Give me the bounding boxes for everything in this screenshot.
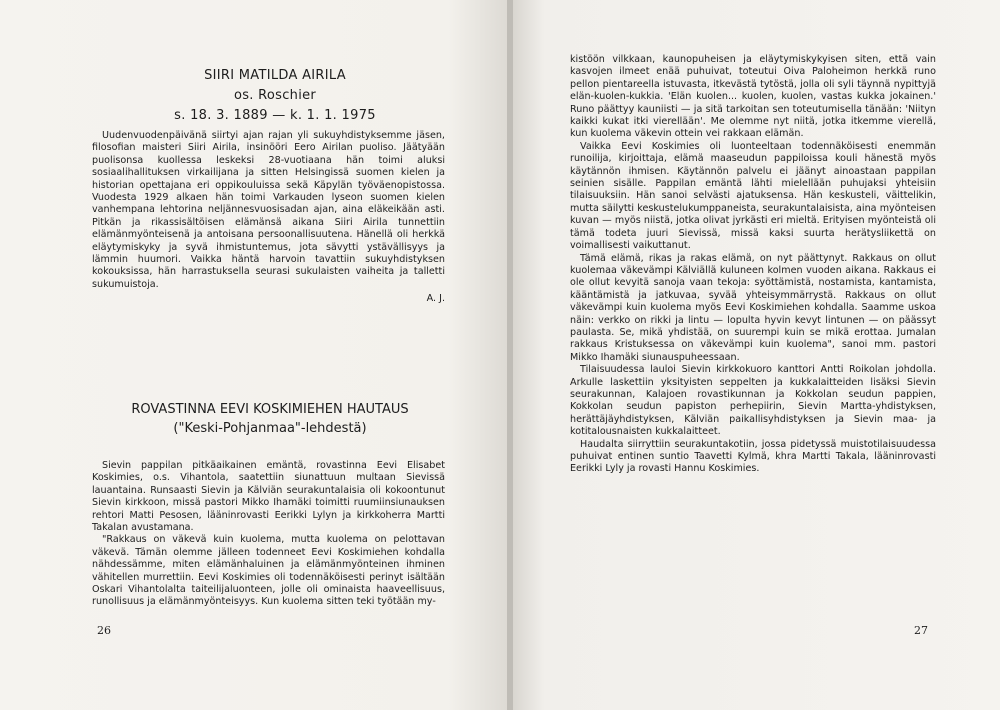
- page-number-right: 27: [914, 624, 928, 637]
- obituary-maiden-name: os. Roschier: [233, 88, 317, 103]
- obituary-heading: [110, 66, 440, 126]
- signature: A. J.: [426, 293, 445, 305]
- article-paragraph: Sievin pappilan pitkäaikainen emäntä, rovastinna Eevi Elisabet Koskimies, o.s. Vihantola, saatettiin siunattuun multaan Sievissä lauantaina. Runsaasti Sievin ja Kälviän seurakuntalaisia oli kokoontunut Sievin kirkkoon, missä pastori Mikko Ihamäki toimitti ruumiinsiunauksen rehtori Matti Pesosen, lääninrovasti Eerikki Lylyn ja kirkkoherra Martti Takalan avustamana.: [92, 460, 445, 534]
- article-paragraph: Haudalta siirryttiin seurakuntakotiin, jossa pidetyssä muistotilaisuudessa puhuivat entinen suntio Taavetti Kylmä, khra Martti Takala, lääninrovasti Eerikki Lyly ja rovasti Hannu Koskimies.: [570, 438, 936, 475]
- article-body-right: [570, 54, 936, 476]
- article-paragraph: Vaikka Eevi Koskimies oli luonteeltaan todennäköisesti enemmän runoilija, kirjoittaja, elämä maaseudun pappiloissa kouli hänestä myös käytännön ihmisen. Käytännön palvelu ei jäänyt ainoastaan pappilan seinien sisälle. Pappilan emäntä lähti mielellään puhujaksi yhteisiin tilaisuuksiin. Hän sanoi selvästi ajatuksensa. Hän keskusteli, väittelikin, mutta säilytti keskustelukumppaneista, seurakuntalaisista, aina myönteisen kuvan — myös niistä, jotka olivat jyrkästi eri mieltä. Erityisen myönteistä oli tämä todeta juuri Sievissä, missä kaksi suurta herätysliikettä on voimallisesti vaikuttanut.: [570, 140, 936, 252]
- right-page: [510, 0, 1000, 710]
- article-paragraph: Tämä elämä, rikas ja rakas elämä, on nyt päättynyt. Rakkaus on ollut kuolemaa väkevämpi Kälviällä kuluneen kolmen vuoden aikana. Rakkaus ei ole ollut kevyitä sanoja vaan tekoja: syöttämistä, nostamista, kantamista, kääntämistä ja jatkuvaa, syvää yhteisymmärrystä. Rakkaus on ollut väkevämpi kuin kuolema myös Eevi Koskimiehen kohdalla. Saamme uskoa näin: verkko on rikki ja lintu — lopulta hyvin kevyt lintunen — on päässyt paulasta. Se, mikä yhdistää, on suurempi kuin se mikä erottaa. Jumalan rakkaus Kristuksessa on väkevämpi kuin kuolema", sanoi mm. pastori Mikko Ihamäki siunauspuheessaan.: [570, 252, 936, 363]
- article-title: ROVASTINNA EEVI KOSKIMIEHEN HAUTAUS: [131, 402, 409, 417]
- article-heading: [70, 400, 470, 438]
- article-body-left: [92, 460, 445, 609]
- obituary-paragraph: Uudenvuodenpäivänä siirtyi ajan rajan yli sukuyhdistyksemme jäsen, filosofian maisteri Siiri Airila, insinööri Eero Airilan puoliso. Jäätyään puolisonsa kuollessa leskeksi 28-vuotiaana hän toimi aluksi sosiaalihallituksen virkailijana ja sitten Helsingissä suomen kielen ja historian opettajana eri oppikouluissa sekä Käpylän työväenopistossa. Vuodesta 1929 alkaen hän toimi Varkauden lyseon suomen kielen vanhempana lehtorina neljännesvuosisadan ajan, aina eläkeikään asti. Pitkän ja rikassisältöisen elämänsä aikana Siiri Airila tunnettiin elämänmyönteisenä ja antoisana persoonallisuutena. Hänellä oli herkkä eläytymiskyky ja syvä ihmistuntemus, jota sävytti ystävällisyys ja lämmin huumori. Vaikka häntä harvoin tavattiin sukuyhdistyksen kokouksissa, hän harrastuksella seurasi sukulaisten vaiheita ja talletti sukumuistoja.: [92, 130, 445, 290]
- page-number-left: 26: [97, 624, 111, 637]
- article-source: ("Keski-Pohjanmaa"-lehdestä): [173, 421, 367, 436]
- article-paragraph: "Rakkaus on väkevä kuin kuolema, mutta kuolema on pelottavan väkevä. Tämän olemme jälleen todenneet Eevi Koskimiehen kohdalla nähdessämme, miten elämänhaluinen ja elämänmyönteinen ihminen vähitellen murrettiin. Eevi Koskimies oli todennäköisesti perinyt isältään Oskari Vihantolalta taiteilijaluonteen, jolle oli ominaista haaveellisuus, runollisuus ja elämänmyönteisyys. Kun kuolema sitten teki työtään my-: [92, 534, 445, 608]
- article-paragraph: kistöön vilkkaan, kaunopuheisen ja eläytymiskykyisen siten, että vain kasvojen ilmeet enää puhuivat, toteutui Oiva Paloheimon herkkä runo pellon pientareella istuvasta, itkevästä tytöstä, jolla oli syli täynnä nypittyjä elän-kuolen-kukkia. 'Elän kuolen... kuolen, kuolen, vastas kukka jokainen.' Runo päättyy kauniisti — ja sitä tarkoitan sen toteutumisella tänään: 'Niityn kaikki kukat itki vierellään'. Me olemme nyt niitä, jotka itkemme vierellä, kun kuolema väkevin ottein vei rakkaan elämän.: [570, 54, 936, 140]
- obituary-body: [92, 130, 445, 306]
- obituary-name: SIIRI MATILDA AIRILA: [204, 68, 346, 83]
- article-paragraph: Tilaisuudessa lauloi Sievin kirkkokuoro kanttori Antti Roikolan johdolla. Arkulle laskettiin yksityisten seppelten ja kukkalaitteiden lisäksi Sievin seurakunnan, Kalajoen rovastikunnan ja Kokkolan seudun pappien, Kokkolan seudun papiston perhepiirin, Sievin Martta-yhdistyksen, herättäjäyhdistyksen, Kälviän paikallisyhdistyksen ja Sievin maa- ja kotitalousnaisten kukkalaitteet.: [570, 364, 936, 438]
- book-gutter: [507, 0, 513, 710]
- obituary-dates: s. 18. 3. 1889 — k. 1. 1. 1975: [174, 108, 376, 123]
